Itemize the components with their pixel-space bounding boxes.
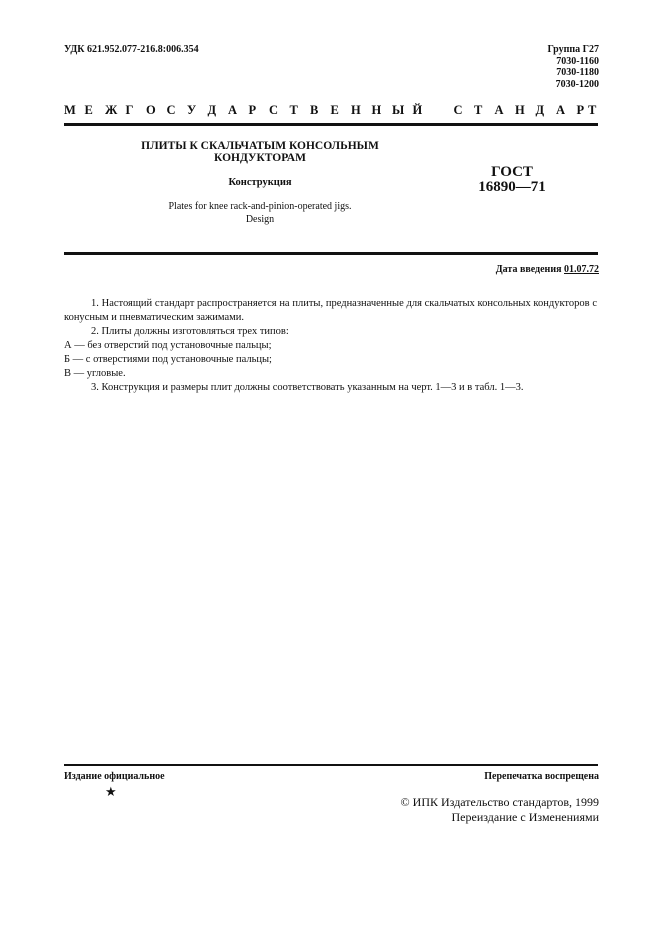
copyright-block (401, 795, 599, 825)
banner-letter: Т (474, 103, 483, 117)
intro-date-value: 01.07.72 (564, 264, 599, 275)
type-a: А — без отверстий под установочные пальцы; (64, 340, 272, 351)
code-1: 7030-1160 (556, 55, 599, 67)
banner-letter: С (269, 103, 279, 117)
star-icon: ★ (105, 784, 117, 799)
banner-letter: В (310, 103, 319, 117)
banner-letter: А (228, 103, 238, 117)
banner-letter: О (146, 103, 156, 117)
copyright-line: © ИПК Издательство стандартов, 1999 (400, 795, 599, 809)
banner-letter: У (187, 103, 197, 117)
banner-letter: Н (371, 103, 382, 117)
clause-1: 1. Настоящий стандарт распространяется на плиты, предназначенные для скальчатых консольных кондукторов с конусным и пневматическим зажимами. (64, 298, 597, 323)
udk-code: УДК 621.952.077-216.8:006.354 (64, 44, 199, 55)
standard-banner (64, 103, 597, 119)
code-3: 7030-1200 (555, 78, 599, 90)
banner-letter: Е (330, 103, 339, 117)
footer-divider (64, 764, 598, 766)
gost-designation (472, 165, 552, 194)
banner-letter: Т (289, 103, 298, 117)
english-title-line-2: Design (245, 213, 275, 225)
banner-letter: Р (576, 103, 585, 117)
header-divider (64, 252, 598, 255)
type-v: В — угловые. (64, 368, 126, 379)
intro-date (496, 264, 599, 275)
document-title (110, 140, 410, 164)
banner-letter: Т (588, 103, 597, 117)
gost-label: ГОСТ (491, 164, 533, 180)
banner-letter: С (453, 103, 463, 117)
group-label: Группа Г27 (547, 44, 599, 55)
banner-letter: Ы (392, 103, 405, 117)
top-divider (64, 123, 598, 126)
document-subtitle: Конструкция (228, 177, 292, 188)
title-line-1: ПЛИТЫ К СКАЛЬЧАТЫМ КОНСОЛЬНЫМ (141, 140, 379, 152)
clause-2: 2. Плиты должны изготовляться трех типов: (91, 326, 289, 337)
banner-letter: С (166, 103, 176, 117)
type-b: Б — с отверстиями под установочные пальцы; (64, 354, 272, 365)
body-text (64, 297, 597, 395)
banner-letter: Г (125, 103, 134, 117)
banner-letter: А (556, 103, 566, 117)
banner-letter: Ж (105, 103, 118, 117)
reprint-notice: Перепечатка воспрещена (484, 771, 599, 782)
intro-date-label: Дата введения (495, 264, 562, 275)
group-block (547, 44, 599, 90)
banner-letter: Й (412, 103, 423, 117)
banner-letter: Е (84, 103, 93, 117)
gost-number: 16890—71 (478, 178, 546, 195)
clause-3: 3. Конструкция и размеры плит должны соответствовать указанным на черт. 1—3 и в табл. 1—3. (91, 382, 524, 393)
english-title (110, 201, 410, 226)
banner-letter: А (494, 103, 504, 117)
banner-letter: Р (248, 103, 257, 117)
banner-letter: Д (535, 103, 545, 117)
banner-letter: Н (351, 103, 361, 117)
banner-letter: М (64, 103, 76, 117)
banner-letter: Д (207, 103, 217, 117)
reissue-line: Переиздание с Изменениями (451, 810, 599, 824)
title-line-2: КОНДУКТОРАМ (214, 152, 306, 164)
code-2: 7030-1180 (556, 67, 599, 78)
official-edition: Издание официальное (64, 771, 165, 782)
english-title-line-1: Plates for knee rack-and-pinion-operated jigs. (168, 201, 352, 212)
banner-letter: Н (515, 103, 525, 117)
